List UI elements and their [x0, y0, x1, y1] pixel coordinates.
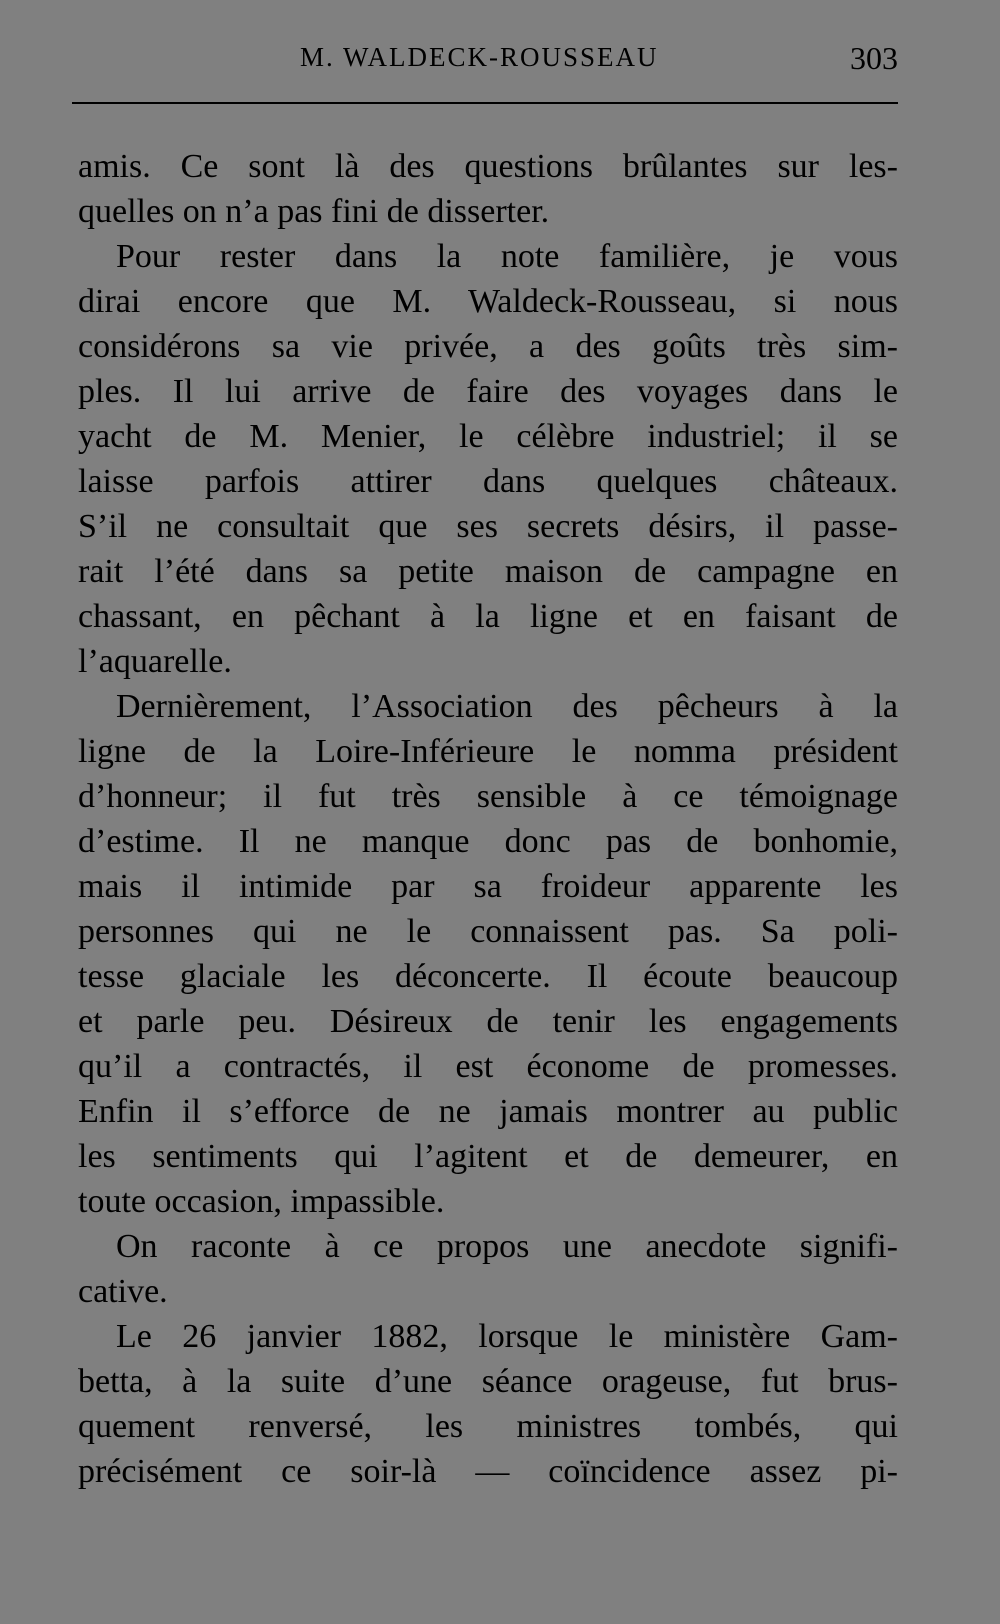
text-line: tesse glaciale les déconcerte. Il écoute beaucoup — [78, 958, 898, 995]
text-line: dirai encore que M. Waldeck-Rousseau, si nous — [78, 283, 898, 320]
text-line: quement renversé, les ministres tombés, qui — [78, 1408, 898, 1445]
text-line: Le 26 janvier 1882, lorsque le ministère Gam- — [116, 1318, 898, 1355]
text-line: amis. Ce sont là des questions brûlantes sur les- — [78, 148, 898, 185]
text-line: ligne de la Loire-Inférieure le nomma président — [78, 733, 898, 770]
text-line: Enfin il s’efforce de ne jamais montrer au public — [78, 1093, 898, 1130]
text-line: précisément ce soir-là — coïncidence assez pi- — [78, 1453, 898, 1490]
text-line: laisse parfois attirer dans quelques châteaux. — [78, 463, 898, 500]
text-line: yacht de M. Menier, le célèbre industriel; il se — [78, 418, 898, 455]
text-line: chassant, en pêchant à la ligne et en faisant de — [78, 598, 898, 635]
text-line: betta, à la suite d’une séance orageuse, fut brus- — [78, 1363, 898, 1400]
text-line: S’il ne consultait que ses secrets désirs, il passe- — [78, 508, 898, 545]
text-line: quelles on n’a pas fini de disserter. — [78, 193, 550, 230]
text-line: Dernièrement, l’Association des pêcheurs à la — [116, 688, 898, 725]
text-line: d’honneur; il fut très sensible à ce témoignage — [78, 778, 898, 815]
text-line: rait l’été dans sa petite maison de campagne en — [78, 553, 898, 590]
text-line: ples. Il lui arrive de faire des voyages dans le — [78, 373, 898, 410]
running-head — [78, 40, 898, 92]
text-line: les sentiments qui l’agitent et de demeurer, en — [78, 1138, 898, 1175]
text-line: d’estime. Il ne manque donc pas de bonhomie, — [78, 823, 898, 860]
text-line: toute occasion, impassible. — [78, 1183, 445, 1220]
text-line: Pour rester dans la note familière, je vous — [116, 238, 898, 275]
text-line: personnes qui ne le connaissent pas. Sa poli- — [78, 913, 898, 950]
text-line: On raconte à ce propos une anecdote signifi- — [116, 1228, 898, 1265]
book-page — [78, 40, 898, 1490]
text-line: cative. — [78, 1273, 168, 1310]
text-line: considérons sa vie privée, a des goûts très sim- — [78, 328, 898, 365]
text-line: qu’il a contractés, il est économe de promesses. — [78, 1048, 898, 1085]
text-line: mais il intimide par sa froideur apparente les — [78, 868, 898, 905]
page-number: 303 — [850, 40, 898, 76]
body-text — [78, 144, 898, 1494]
running-title: M. WALDECK-ROUSSEAU — [300, 42, 659, 72]
header-rule — [72, 102, 898, 104]
text-line: l’aquarelle. — [78, 643, 232, 680]
text-line: et parle peu. Désireux de tenir les engagements — [78, 1003, 898, 1040]
